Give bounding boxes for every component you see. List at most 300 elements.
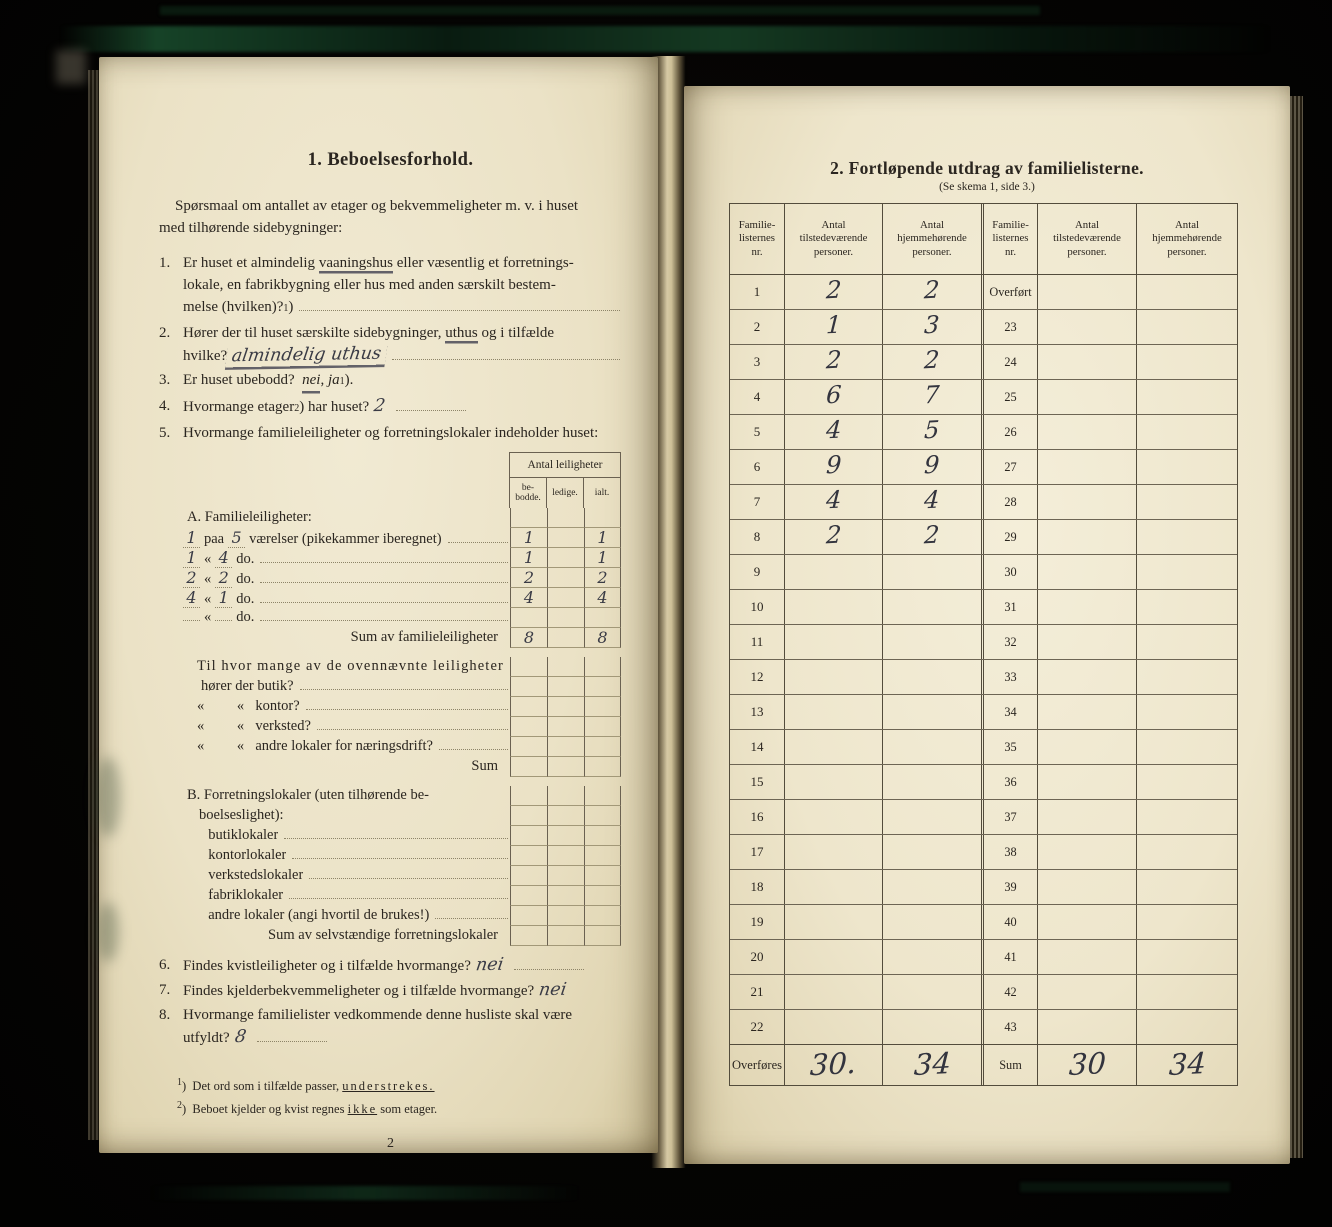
cell-bebodde: 1 [510,528,547,548]
family-nr-left: 12 [730,660,785,694]
dotted-leader [435,918,508,919]
family-nr-left: 7 [730,485,785,519]
dotted-leader [514,969,584,970]
empty-cell [547,657,584,677]
sum-home-right: 34 [1167,1045,1207,1083]
family-nr-right: 32 [981,625,1038,659]
header-line: Familie- [738,218,776,231]
present-count-left: 6 [825,380,842,409]
question-5 [159,422,622,444]
background-strip [1020,1182,1230,1192]
family-list-row [730,590,1237,625]
empty-cell [510,657,547,677]
dotted-leader [317,729,508,730]
family-nr-left: 15 [730,765,785,799]
family-nr-right: 34 [981,695,1038,729]
family-nr-right: 42 [981,975,1038,1009]
family-list-row [730,905,1237,940]
family-nr-left: 20 [730,940,785,974]
dotted-leader [257,1041,327,1042]
family-list-row [730,310,1237,345]
handwritten-answer: almindelig uthus [225,343,387,368]
header-line: listernes [992,232,1029,245]
question-text: Hvormange etager [183,399,295,415]
question-text: ) har huset? [299,399,370,415]
question-text: Findes kjelderbekvemmeligheter og i tilfælde hvormange? [183,983,535,999]
empty-cell [584,657,621,677]
row-label: hører der butik? [201,678,294,694]
header-line: Antal [920,218,944,231]
flat-size-row [183,528,621,548]
footnote-text: som etager. [377,1102,438,1117]
family-list-row [730,800,1237,835]
family-nr-left: 9 [730,555,785,589]
family-list-row [730,730,1237,765]
handwritten-answer: 8 [233,1026,248,1048]
ditto-word: « [204,551,212,567]
overfoeres-home-left: 34 [912,1045,952,1083]
family-list-row [730,275,1237,310]
family-list-row [730,555,1237,590]
home-count-left: 2 [923,345,941,374]
cell-ialt [584,846,621,866]
section-number: 1. [307,150,323,170]
cell-ledige [547,608,584,628]
section-b-row-2 [183,806,621,826]
room-count-handwritten: 4 [215,548,232,568]
question-2 [159,322,622,367]
cell-bebodde [510,608,547,628]
question-number: 3. [159,372,171,388]
row-label: verkstedslokaler [208,867,304,883]
question-number: 7. [159,982,171,998]
dotted-leader [396,410,466,411]
family-nr-right: 37 [981,800,1038,834]
cell-ialt [584,717,621,737]
business-premises-rows [183,826,621,926]
cell-bebodde: 1 [510,548,547,568]
row-label: kontorlokaler [208,847,287,863]
sum-label: Sum av familieleiligheter [350,629,498,645]
page-right [684,86,1290,1164]
family-nr-left: 18 [730,870,785,904]
home-count-left: 3 [923,310,941,339]
family-nr-right: 23 [981,310,1038,344]
family-list-row [730,520,1237,555]
row-label: fabriklokaler [208,887,284,903]
empty-cell [584,786,621,806]
handwritten-answer: nei [537,979,568,1001]
cell-ialt [584,608,621,628]
present-count-left: 2 [825,275,842,304]
section-number: 2. [830,158,844,178]
empty-cell [584,926,621,946]
room-count-handwritten [215,620,232,621]
home-count-left: 5 [923,415,941,444]
row-description: værelser (pikekammer iberegnet) [249,531,442,547]
question-8 [159,1004,622,1049]
cell-ledige [547,906,584,926]
question-text: Findes kvistleiligheter og i tilfælde hvormange? [183,958,471,974]
footnote-emphasis: understrekes. [342,1079,435,1094]
question-text: lokale, en fabrikbygning eller hus med anden særskilt bestem- [183,277,556,293]
col-header-home-left [883,204,981,274]
empty-cell [547,926,584,946]
question-text: melse (hvilken)? [183,299,284,315]
footnote-ref: 1 [283,303,289,314]
question-4 [159,395,622,420]
cell-ledige [547,737,584,757]
present-count-left: 2 [825,520,842,549]
table-row [183,677,621,697]
header-line: Antal [821,218,846,231]
cell-ledige [547,846,584,866]
dotted-leader [392,359,620,360]
room-count-handwritten: 5 [228,528,245,548]
empty-cell [510,786,547,806]
section-b-label: B. Forretningslokaler (uten tilhørende be- [187,787,430,803]
cell-ialt [584,697,621,717]
ditto-marks [183,906,204,925]
dotted-leader [300,689,508,690]
flat-count-handwritten [183,620,200,621]
cell-ialt: 1 [584,548,621,568]
family-list-row [730,695,1237,730]
cell-bebodde [510,826,547,846]
family-list-row [730,380,1237,415]
col-header-present-left [785,204,883,274]
cell-bebodde [510,846,547,866]
overfoeres-present-left: 30. [809,1045,858,1083]
page-left [99,57,658,1153]
cell-bebodde [510,737,547,757]
cell-bebodde [510,866,547,886]
section-subtitle: (Se skema 1, side 3.) [939,181,1035,193]
row-label: andre lokaler for næringsdrift? [248,738,433,754]
empty-cell [584,806,621,826]
footnote-mark: 2 [177,1100,182,1112]
col-header-familienr-right [981,204,1038,274]
family-nr-left: 6 [730,450,785,484]
cell-bebodde: 2 [510,568,547,588]
to-intro-row [183,657,621,677]
header-line: Familie- [992,218,1029,231]
sum-ialt: 8 [584,628,621,648]
table-row [183,886,621,906]
family-list-row [730,660,1237,695]
dotted-leader [448,542,508,543]
mini-table-title: Antal leiligheter [510,453,620,478]
empty-cell [584,508,621,528]
section-title: Fortløpende utdrag av familielisterne. [848,158,1144,178]
sum-bebodde: 8 [510,628,547,648]
question-number: 1. [159,255,171,271]
background-strip [160,6,1040,15]
section-heading-left [159,149,622,171]
row-label: verksted? [248,718,311,734]
family-nr-right: Overført [981,275,1038,309]
question-number: 2. [159,325,171,341]
family-list-row [730,940,1237,975]
cell-bebodde [510,697,547,717]
family-list-row [730,625,1237,660]
table-row [183,906,621,926]
paper-speck [56,50,86,84]
cell-ialt: 1 [584,528,621,548]
header-line: hjemmehørende [897,232,967,245]
question-text: Er huset et almindelig [183,255,319,271]
col-header-ledige [546,478,583,508]
empty-cell [547,786,584,806]
ditto-word: « [204,591,212,607]
present-count-left: 4 [825,485,842,514]
footnote-ref: 2 [294,403,300,414]
cell-ledige [547,826,584,846]
flat-count-handwritten: 1 [183,548,200,568]
empty-cell [510,757,547,777]
cell-ledige [547,697,584,717]
present-count-left: 4 [825,415,842,444]
section-a-label: A. Familieleiligheter: [187,509,312,525]
empty-cell [510,926,547,946]
row-description: do. [236,571,255,587]
cell-ledige [547,588,584,608]
present-count-left: 2 [825,345,842,374]
intro-paragraph [159,195,622,239]
section-b-label: boelseslighet): [199,807,284,823]
cell-bebodde: 4 [510,588,547,608]
family-nr-right: 27 [981,450,1038,484]
family-list-row [730,345,1237,380]
header-line: Antal [1175,218,1199,231]
col-header-home-right [1137,204,1237,274]
family-list-row [730,485,1237,520]
ditto-marks: « « [197,698,245,714]
table-row [183,697,621,717]
col-header-line: bodde. [515,493,541,503]
ditto-marks [183,846,204,865]
footnote-2 [177,1096,622,1119]
cell-bebodde [510,717,547,737]
cell-ialt: 2 [584,568,621,588]
row-description: do. [236,609,255,625]
home-count-left: 7 [923,380,941,409]
home-count-left: 2 [923,520,941,549]
ditto-marks [183,866,204,885]
section-a-row [183,508,621,528]
family-flat-rows [183,528,621,628]
header-line: tilstedeværende [1053,232,1121,245]
dotted-leader [299,310,620,311]
dotted-leader [309,878,508,879]
question-list [159,252,622,444]
sum-ledige [547,628,584,648]
question-text: utfyldt? [183,1030,230,1046]
ditto-marks [183,826,204,845]
handwritten-answer: nei [474,954,505,976]
premises-in-flats-rows [183,677,621,757]
cell-ialt [584,866,621,886]
ditto-word: « [204,609,212,625]
cell-bebodde [510,906,547,926]
table-header-row [730,204,1237,275]
sum-family-flats-row [183,628,621,648]
cell-ledige [547,548,584,568]
flat-size-row [183,608,621,628]
section-title: Beboelsesforhold. [327,150,474,170]
cell-ledige [547,568,584,588]
row-description: do. [236,591,255,607]
col-header-present-right [1038,204,1137,274]
col-header-bebodde [510,478,546,508]
cell-ledige [547,717,584,737]
family-nr-right: 43 [981,1010,1038,1044]
cell-ialt [584,906,621,926]
cell-ledige [547,866,584,886]
dotted-leader [260,582,508,583]
header-line: personer. [813,245,854,258]
family-nr-right: 38 [981,835,1038,869]
footnote-emphasis: ikke [347,1102,378,1117]
header-line: Antal [1075,218,1099,231]
family-nr-left: 22 [730,1010,785,1044]
header-line: hjemmehørende [1152,232,1222,245]
table-row [183,866,621,886]
family-nr-right: 33 [981,660,1038,694]
sum-row [183,757,621,777]
home-count-left: 9 [923,450,941,479]
flat-size-row [183,568,621,588]
question-text: Hvormange familielister vedkommende denne husliste skal være [183,1007,573,1023]
background-strip [60,26,1270,52]
footnotes [177,1073,622,1119]
footnote-ref: 1 [339,376,345,387]
family-nr-right: 30 [981,555,1038,589]
row-description: do. [236,551,255,567]
empty-cell [547,757,584,777]
page-number: 2 [387,1136,394,1152]
header-line: nr. [751,245,763,258]
table-row [183,846,621,866]
family-nr-right: 25 [981,380,1038,414]
family-nr-left: 4 [730,380,785,414]
family-nr-left: 16 [730,800,785,834]
question-text: og i tilfælde [477,325,555,341]
family-nr-left: 19 [730,905,785,939]
dotted-leader [439,749,508,750]
dwellings-mini-table [183,452,621,946]
family-nr-right: 39 [981,870,1038,904]
room-count-handwritten: 2 [215,568,232,588]
question-text: , [320,372,328,388]
cell-ialt [584,737,621,757]
cell-ialt [584,826,621,846]
option-nei: nei [302,369,320,391]
family-nr-right: 31 [981,590,1038,624]
empty-cell [510,508,547,528]
dotted-leader [284,838,508,839]
cell-ledige [547,677,584,697]
family-nr-right: 35 [981,730,1038,764]
family-extract-table [729,203,1238,1086]
question-number: 5. [159,425,171,441]
ditto-word: « [204,571,212,587]
cell-ialt [584,677,621,697]
flat-count-handwritten: 2 [183,568,200,588]
family-nr-left: 8 [730,520,785,554]
dotted-leader [306,709,508,710]
family-nr-left: 14 [730,730,785,764]
overfoeres-label: Overføres [730,1045,785,1085]
dotted-leader [260,562,508,563]
family-table-body [730,275,1237,1045]
table-footer-row [730,1045,1237,1085]
question-list-2 [159,954,622,1049]
family-nr-left: 5 [730,415,785,449]
family-nr-right: 26 [981,415,1038,449]
footnote-text: ) Beboet kjelder og kvist regnes [182,1102,348,1117]
family-nr-right: 36 [981,765,1038,799]
cell-ialt [584,886,621,906]
question-text: ) [288,299,294,315]
section-heading-right [684,158,1290,179]
family-list-row [730,835,1237,870]
option-ja: ja [327,372,340,388]
col-header-familienr-left [730,204,785,274]
question-7 [159,979,622,1002]
family-nr-left: 2 [730,310,785,344]
family-nr-right: 24 [981,345,1038,379]
cell-bebodde [510,886,547,906]
sum-label: Sum av selvstændige forretningslokaler [268,927,498,943]
question-3 [159,369,622,393]
question-number: 8. [159,1007,171,1023]
question-1 [159,252,622,320]
empty-cell [510,806,547,826]
room-count-handwritten: 1 [215,588,232,608]
dotted-leader [260,602,508,603]
cell-ledige [547,886,584,906]
mini-table-header [509,452,621,508]
ditto-marks: « « [197,718,245,734]
family-nr-left: 10 [730,590,785,624]
flat-count-handwritten: 1 [183,528,200,548]
cell-ialt: 4 [584,588,621,608]
sum-present-right: 30 [1067,1045,1107,1083]
present-count-left: 9 [825,450,842,479]
family-nr-right: 41 [981,940,1038,974]
question-text: Hører der til huset særskilte sidebygninger, [183,325,446,341]
row-label: andre lokaler (angi hvortil de brukes!) [208,907,430,923]
cell-bebodde [510,677,547,697]
ditto-marks [183,886,204,905]
sum-business-row [183,926,621,946]
flat-size-row [183,548,621,568]
question-text: ). [344,372,354,388]
empty-cell [547,508,584,528]
sum-label: Sum [471,758,498,774]
flat-size-row [183,588,621,608]
empty-cell [584,757,621,777]
page-stack-edges [88,70,99,1140]
page-stack-edges [1290,96,1303,1158]
present-count-left: 1 [825,310,842,339]
intro-line: med tilhørende sidebygninger: [159,220,343,236]
ditto-marks: « « [197,738,245,754]
ditto-word: paa [204,531,225,547]
intro-line: Spørsmaal om antallet av etager og bekvemmeligheter m. v. i huset [175,198,579,214]
family-nr-left: 17 [730,835,785,869]
